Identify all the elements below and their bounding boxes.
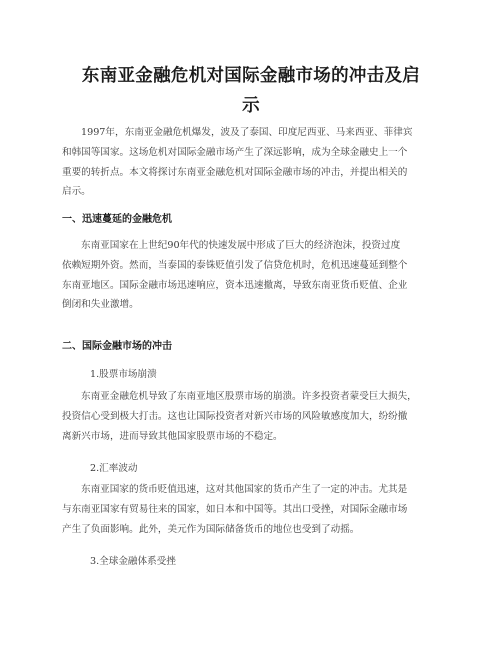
subsection-1-line: 离新兴市场，进而导致其他国家股票市场的不稳定。	[62, 430, 283, 442]
intro-line: 1997年，东南亚金融危机爆发，波及了泰国、印度尼西亚、马来西亚、菲律宾	[81, 127, 413, 138]
subsection-1-line: 东南亚金融危机导致了东南亚地区股票市场的崩溃。许多投资者蒙受巨大损失，	[81, 391, 417, 402]
subsection-3-label: 3.全球金融体系受挫	[90, 556, 176, 567]
subsection-2-line: 产生了负面影响。此外，美元作为国际储备货币的地位也受到了动摇。	[62, 523, 360, 535]
section-1-paragraph	[62, 236, 446, 315]
section-1-line: 依赖短期外资。然而，当泰国的泰铢贬值引发了信贷危机时，危机迅速蔓延到整个	[62, 259, 408, 271]
subsection-1-label: 1.股票市场崩溃	[90, 369, 157, 380]
section-1-heading: 一、迅速蔓延的金融危机	[62, 214, 172, 225]
intro-paragraph	[62, 123, 446, 202]
subsection-2-paragraph	[62, 480, 446, 539]
subsection-1-paragraph	[62, 387, 446, 446]
intro-line: 重要的转折点。本文将探讨东南亚金融危机对国际金融市场的冲击，并提出相关的	[62, 166, 408, 178]
section-1-line: 倒闭和失业激增。	[62, 299, 139, 311]
subsection-1-line: 投资信心受到极大打击。这也让国际投资者对新兴市场的风险敏感度加大，纷纷撤	[62, 410, 408, 422]
section-1-line: 东南亚国家在上世纪90年代的快速发展中形成了巨大的经济泡沫，投资过度	[81, 240, 401, 251]
subsection-2-label: 2.汇率波动	[90, 463, 138, 474]
document-title-line-2: 示	[242, 96, 260, 116]
section-2-heading: 二、国际金融市场的冲击	[62, 341, 172, 352]
intro-line: 和韩国等国家。这场危机对国际金融市场产生了深远影响，成为全球金融史上一个	[62, 146, 408, 158]
document-title-line-1: 东南亚金融危机对国际金融市场的冲击及启	[81, 66, 421, 86]
subsection-2-line: 东南亚国家的货币贬值迅速，这对其他国家的货币产生了一定的冲击。尤其是	[81, 484, 408, 495]
section-1-line: 东南亚地区。国际金融市场迅速响应，资本迅速撤离，导致东南亚货币贬值、企业	[62, 279, 408, 291]
subsection-2-line: 与东南亚国家有贸易往来的国家，如日本和中国等。其出口受挫，对国际金融市场	[62, 503, 408, 515]
intro-line: 启示。	[62, 186, 91, 198]
